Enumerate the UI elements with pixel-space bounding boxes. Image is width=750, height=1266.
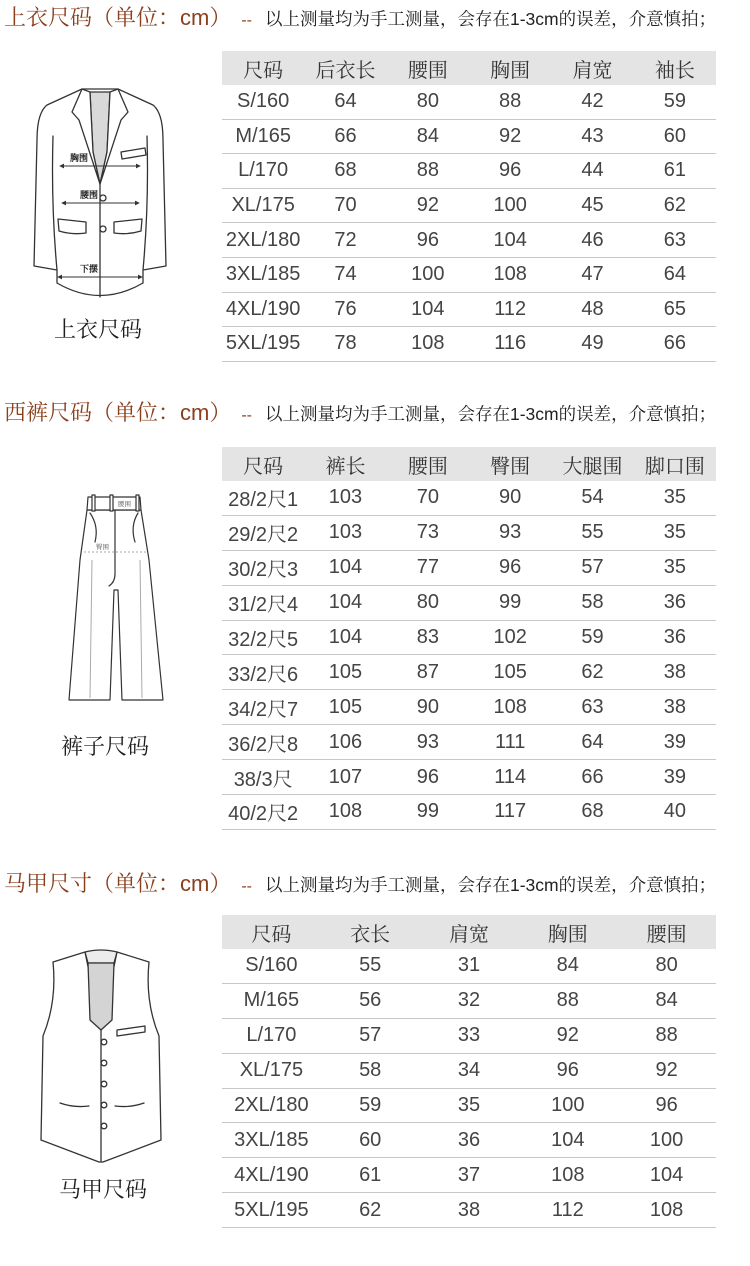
measurement-cell: 88 — [499, 90, 522, 113]
vest-heading — [4, 869, 746, 899]
title-separator: -- — [241, 407, 252, 424]
table-row — [222, 1019, 716, 1054]
measurement-cell: 73 — [416, 521, 439, 544]
measurement-cell: 64 — [663, 263, 686, 286]
measurement-cell: 35 — [663, 486, 686, 509]
measurement-cell: 83 — [416, 626, 439, 648]
column-header: 胸围 — [490, 59, 531, 82]
measurement-cell: 92 — [556, 1024, 579, 1047]
belt-loop — [92, 495, 95, 511]
measurement-cell: 57 — [359, 1024, 382, 1047]
measurement-cell: 108 — [493, 263, 527, 286]
measurement-cell: 63 — [581, 695, 604, 718]
measurement-cell: 104 — [649, 1163, 684, 1186]
measurement-cell: 100 — [649, 1128, 684, 1151]
measurement-cell: 35 — [457, 1094, 481, 1116]
measurement-cell: 88 — [655, 1024, 678, 1047]
section-title: 西裤尺码（单位：cm） — [4, 400, 232, 425]
measurement-cell: 36 — [663, 626, 686, 648]
size-cell: M/165 — [235, 124, 291, 147]
measurement-cell: 104 — [411, 297, 445, 320]
measurement-cell: 96 — [416, 765, 439, 788]
measurement-cell: 39 — [663, 765, 686, 788]
table-row — [222, 1158, 716, 1193]
table-row — [222, 85, 716, 120]
table-row — [222, 293, 716, 328]
back-collar — [85, 950, 117, 963]
measurement-cell: 62 — [581, 660, 604, 683]
measurement-cell: 60 — [663, 124, 686, 147]
measurement-note: 以上测量均为手工测量，会存在1-3cm的误差，介意慎拍； — [264, 404, 717, 424]
button — [101, 1060, 107, 1066]
measurement-cell: 64 — [581, 730, 604, 753]
measurement-cell: 96 — [556, 1059, 579, 1082]
table-row — [222, 223, 716, 258]
measurement-cell: 66 — [334, 124, 357, 147]
column-header: 后衣长 — [315, 59, 376, 82]
measurement-cell: 104 — [493, 228, 527, 251]
measurement-cell: 100 — [493, 194, 527, 217]
table-row — [222, 481, 716, 516]
measurement-cell: 47 — [581, 263, 604, 286]
button — [100, 226, 106, 232]
measurement-cell: 59 — [581, 626, 604, 648]
button — [101, 1102, 107, 1108]
size-cell: S/160 — [237, 90, 290, 113]
measurement-cell: 59 — [663, 90, 686, 113]
measurement-cell: 77 — [416, 556, 439, 579]
column-header: 尺码 — [251, 923, 292, 946]
column-header: 腰围 — [407, 59, 448, 82]
table-row — [222, 795, 716, 830]
jacket-size-table — [222, 51, 716, 362]
size-cell: 33/2尺6 — [228, 663, 299, 686]
measurement-cell: 32 — [457, 989, 481, 1012]
pants-size-table — [222, 447, 716, 830]
measurement-cell: 39 — [663, 730, 686, 753]
vest-size-table — [222, 915, 716, 1228]
measurement-cell: 108 — [649, 1198, 684, 1221]
measurement-cell: 44 — [581, 159, 604, 182]
measurement-cell: 61 — [663, 159, 686, 182]
column-header: 腰围 — [407, 455, 448, 478]
table-header-row — [222, 51, 716, 85]
waist-label: 腰围 — [118, 501, 131, 508]
measurement-cell: 64 — [334, 90, 357, 113]
measurement-cell: 63 — [663, 228, 686, 251]
chest-label: 胸围 — [70, 153, 89, 163]
table-row — [222, 1123, 716, 1158]
measurement-cell: 36 — [457, 1128, 481, 1151]
measurement-cell: 46 — [581, 228, 604, 251]
measurement-cell: 42 — [581, 90, 604, 113]
measurement-cell: 117 — [494, 800, 527, 823]
title-separator: -- — [241, 12, 252, 29]
measurement-cell: 49 — [581, 332, 604, 355]
measurement-cell: 45 — [581, 194, 604, 217]
right-flap-pocket — [114, 219, 142, 234]
button — [101, 1123, 107, 1129]
column-header: 胸围 — [547, 923, 588, 946]
button — [101, 1081, 107, 1087]
table-header-row — [222, 915, 716, 949]
vest-illustration — [30, 940, 175, 1170]
table-row — [222, 1054, 716, 1089]
size-cell: 4XL/190 — [225, 297, 301, 320]
belt-loop — [136, 495, 139, 511]
measurement-cell: 88 — [556, 989, 579, 1012]
measurement-cell: 93 — [499, 521, 522, 544]
hip-label: 臀围 — [96, 544, 109, 551]
table-row — [222, 189, 716, 224]
measurement-cell: 105 — [328, 695, 363, 718]
hem-label: 下摆 — [80, 264, 99, 274]
measurement-cell: 90 — [499, 486, 522, 509]
measurement-cell: 92 — [655, 1059, 678, 1082]
measurement-cell: 57 — [581, 556, 604, 579]
measurement-cell: 103 — [328, 521, 363, 544]
button — [101, 1039, 107, 1045]
measurement-cell: 104 — [551, 1128, 585, 1151]
table-row — [222, 1089, 716, 1124]
shirt-panel — [88, 963, 114, 1030]
measurement-cell: 55 — [359, 954, 382, 977]
table-row — [222, 690, 716, 725]
jacket-heading — [4, 3, 746, 33]
size-cell: 29/2尺2 — [228, 524, 299, 547]
measurement-cell: 99 — [499, 591, 522, 614]
jacket-illustration — [20, 75, 180, 315]
measurement-cell: 108 — [411, 332, 445, 355]
button — [100, 195, 106, 201]
measurement-cell: 65 — [663, 297, 686, 320]
table-row — [222, 551, 716, 586]
pants-heading — [4, 398, 746, 428]
measurement-cell: 106 — [328, 730, 363, 753]
measurement-cell: 59 — [359, 1094, 382, 1116]
table-row — [222, 621, 716, 656]
section-title: 上衣尺码（单位：cm） — [4, 5, 232, 30]
size-cell: XL/175 — [239, 1059, 304, 1082]
measurement-cell: 58 — [359, 1059, 382, 1082]
measurement-cell: 112 — [551, 1198, 584, 1221]
measurement-cell: 93 — [416, 730, 439, 753]
measurement-cell: 80 — [416, 591, 439, 614]
measurement-cell: 99 — [416, 800, 439, 823]
size-cell: 34/2尺7 — [228, 698, 299, 721]
measurement-cell: 114 — [494, 765, 527, 788]
measurement-cell: 36 — [663, 591, 686, 614]
measurement-cell: 108 — [328, 800, 363, 823]
column-header: 尺码 — [243, 455, 284, 478]
size-cell: S/160 — [245, 954, 298, 977]
measurement-cell: 80 — [655, 954, 678, 977]
pants-legs-outline — [69, 510, 163, 700]
measurement-cell: 74 — [334, 263, 357, 286]
table-row — [222, 984, 716, 1019]
belt-loop — [110, 495, 113, 511]
measurement-cell: 111 — [494, 730, 526, 753]
measurement-cell: 107 — [328, 765, 363, 788]
measurement-note: 以上测量均为手工测量，会存在1-3cm的误差，介意慎拍； — [264, 9, 717, 29]
measurement-cell: 68 — [334, 159, 357, 182]
column-header: 衣长 — [350, 923, 391, 946]
column-header: 大腿围 — [562, 455, 623, 478]
table-row — [222, 760, 716, 795]
measurement-cell: 78 — [334, 332, 357, 355]
measurement-cell: 54 — [581, 486, 604, 509]
measurement-cell: 38 — [663, 695, 686, 718]
measurement-cell: 66 — [663, 332, 686, 355]
measurement-cell: 80 — [416, 90, 439, 113]
table-row — [222, 949, 716, 984]
size-cell: 3XL/185 — [234, 1128, 309, 1151]
measurement-cell: 103 — [328, 486, 363, 509]
column-header: 袖长 — [654, 59, 695, 82]
measurement-cell: 72 — [334, 228, 357, 251]
size-cell: XL/175 — [231, 194, 295, 217]
size-cell: 2XL/180 — [225, 228, 301, 251]
vest-caption: 马甲尺码 — [58, 1177, 147, 1202]
table-row — [222, 1193, 716, 1228]
title-separator: -- — [241, 878, 252, 895]
measurement-cell: 62 — [663, 194, 686, 217]
measurement-cell: 55 — [581, 521, 604, 544]
size-cell: 30/2尺3 — [228, 559, 299, 582]
size-cell: L/170 — [238, 159, 289, 182]
measurement-cell: 100 — [411, 263, 445, 286]
table-row — [222, 154, 716, 189]
left-flap-pocket — [58, 219, 86, 234]
size-cell: 2XL/180 — [234, 1094, 309, 1116]
table-row — [222, 327, 716, 362]
measurement-cell: 104 — [328, 626, 363, 648]
measurement-cell: 61 — [359, 1163, 382, 1186]
measurement-cell: 33 — [457, 1024, 481, 1047]
table-row — [222, 586, 716, 621]
size-cell: M/165 — [243, 989, 300, 1012]
column-header: 臀围 — [490, 455, 531, 478]
measurement-cell: 116 — [494, 332, 527, 355]
measurement-cell: 35 — [663, 556, 686, 579]
section-title: 马甲尺寸（单位：cm） — [4, 871, 232, 896]
table-header-row — [222, 447, 716, 481]
jacket-caption: 上衣尺码 — [53, 317, 142, 342]
measurement-cell: 96 — [499, 556, 522, 579]
size-cell: 31/2尺4 — [228, 594, 299, 617]
measurement-cell: 96 — [416, 228, 439, 251]
size-cell: 40/2尺2 — [228, 803, 299, 826]
pants-caption: 裤子尺码 — [60, 734, 149, 759]
column-header: 裤长 — [325, 455, 366, 478]
measurement-cell: 66 — [581, 765, 604, 788]
size-cell: L/170 — [246, 1024, 297, 1047]
size-cell: 28/2尺1 — [228, 489, 299, 512]
pants-illustration — [55, 485, 175, 715]
measurement-cell: 38 — [663, 660, 686, 683]
size-cell: 4XL/190 — [234, 1163, 309, 1186]
measurement-cell: 105 — [493, 660, 527, 683]
size-cell: 5XL/195 — [225, 332, 301, 355]
measurement-cell: 58 — [581, 591, 604, 614]
measurement-cell: 38 — [457, 1198, 481, 1221]
size-cell: 36/2尺8 — [228, 733, 299, 756]
table-row — [222, 258, 716, 293]
measurement-cell: 108 — [493, 695, 527, 718]
column-header: 肩宽 — [572, 59, 613, 82]
measurement-cell: 108 — [551, 1163, 585, 1186]
measurement-cell: 62 — [359, 1198, 382, 1221]
measurement-note: 以上测量均为手工测量，会存在1-3cm的误差，介意慎拍； — [264, 875, 717, 895]
size-cell: 38/3尺 — [233, 768, 293, 791]
measurement-cell: 100 — [551, 1094, 585, 1116]
table-row — [222, 655, 716, 690]
measurement-cell: 76 — [334, 297, 357, 320]
measurement-cell: 92 — [499, 124, 522, 147]
waist-label: 腰围 — [80, 190, 99, 200]
measurement-cell: 35 — [663, 521, 686, 544]
measurement-cell: 96 — [655, 1094, 678, 1116]
size-cell: 5XL/195 — [234, 1198, 309, 1221]
measurement-cell: 87 — [416, 660, 439, 683]
measurement-cell: 88 — [416, 159, 439, 182]
size-cell: 3XL/185 — [225, 263, 301, 286]
column-header: 尺码 — [243, 59, 284, 82]
measurement-cell: 84 — [416, 124, 439, 147]
measurement-cell: 102 — [493, 626, 527, 648]
measurement-cell: 48 — [581, 297, 604, 320]
measurement-cell: 96 — [499, 159, 522, 182]
measurement-cell: 70 — [334, 194, 357, 217]
measurement-cell: 34 — [457, 1059, 481, 1082]
measurement-cell: 70 — [416, 486, 439, 509]
measurement-cell: 84 — [556, 954, 579, 977]
measurement-cell: 104 — [328, 556, 363, 579]
table-row — [222, 725, 716, 760]
measurement-cell: 31 — [457, 954, 481, 977]
measurement-cell: 37 — [457, 1163, 481, 1186]
measurement-cell: 40 — [663, 800, 686, 823]
table-row — [222, 516, 716, 551]
column-header: 肩宽 — [448, 923, 489, 946]
size-cell: 32/2尺5 — [228, 629, 299, 651]
measurement-cell: 92 — [416, 194, 439, 217]
measurement-cell: 56 — [359, 989, 382, 1012]
measurement-cell: 105 — [328, 660, 363, 683]
measurement-cell: 43 — [581, 124, 604, 147]
measurement-cell: 84 — [655, 989, 678, 1012]
column-header: 腰围 — [646, 923, 687, 946]
measurement-cell: 104 — [328, 591, 363, 614]
measurement-cell: 112 — [494, 297, 527, 320]
measurement-cell: 60 — [359, 1128, 382, 1151]
measurement-cell: 90 — [416, 695, 439, 718]
table-row — [222, 120, 716, 155]
measurement-cell: 68 — [581, 800, 604, 823]
column-header: 脚口围 — [644, 455, 705, 478]
